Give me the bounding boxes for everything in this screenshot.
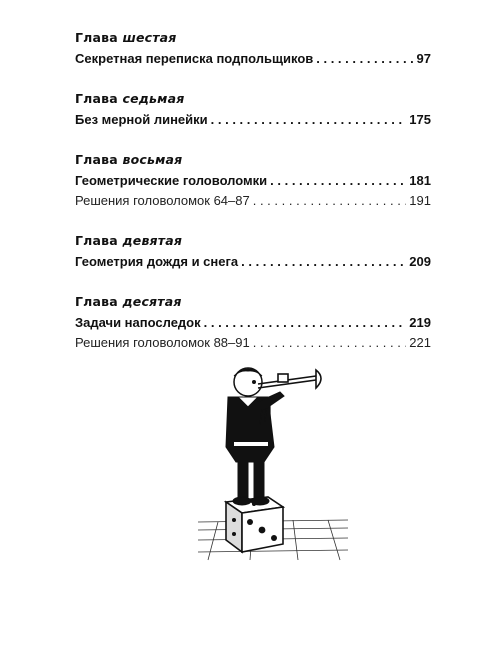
toc-entry[interactable] (75, 252, 431, 272)
entry-title: Решения головоломок 88–91 (75, 335, 250, 350)
toc-subentry[interactable] (75, 191, 431, 211)
chapter-10 (75, 294, 431, 353)
chapter-number: восьмая (122, 152, 183, 167)
dot-leader (316, 49, 413, 69)
dot-leader (253, 333, 407, 353)
chapter-7 (75, 91, 431, 130)
trumpet-shape (258, 370, 321, 388)
chapter-word: Глава (75, 152, 118, 167)
entry-title: Решения головоломок 64–87 (75, 193, 250, 208)
chapter-label (75, 30, 431, 45)
trumpeter-on-dice-illustration (198, 362, 348, 567)
chapter-number: шестая (122, 30, 177, 45)
dot-leader (253, 191, 407, 211)
chapter-number: десятая (122, 294, 182, 309)
toc-subentry[interactable] (75, 333, 431, 353)
dot-leader (241, 252, 406, 272)
boy-shape (226, 368, 284, 505)
toc-entry[interactable] (75, 110, 431, 130)
chapter-word: Глава (75, 91, 118, 106)
dot-leader (270, 171, 406, 191)
dice-shape (226, 497, 283, 552)
chapter-6 (75, 30, 431, 69)
chapter-9 (75, 233, 431, 272)
dot-leader (204, 313, 407, 333)
page-number: 221 (409, 335, 431, 350)
entry-title: Задачи напоследок (75, 315, 201, 330)
entry-title: Без мерной линейки (75, 112, 208, 127)
page-number: 219 (409, 315, 431, 330)
entry-title: Геометрические головоломки (75, 173, 268, 188)
page-number: 209 (409, 254, 431, 269)
chapter-label (75, 91, 431, 106)
chapter-number: девятая (122, 233, 183, 248)
toc-entry[interactable] (75, 49, 431, 69)
dot-leader (211, 110, 407, 130)
table-of-contents (75, 30, 431, 375)
chapter-word: Глава (75, 233, 118, 248)
chapter-word: Глава (75, 30, 118, 45)
page-number: 181 (409, 173, 431, 188)
chapter-word: Глава (75, 294, 118, 309)
chapter-label (75, 233, 431, 248)
page-number: 175 (409, 112, 431, 127)
chapter-label (75, 294, 431, 309)
toc-entry[interactable] (75, 313, 431, 333)
chapter-8 (75, 152, 431, 211)
chapter-number: седьмая (122, 91, 185, 106)
chapter-label (75, 152, 431, 167)
page-number: 191 (409, 193, 431, 208)
entry-title: Геометрия дождя и снега (75, 254, 239, 269)
entry-title: Секретная переписка подпольщиков (75, 51, 314, 66)
toc-entry[interactable] (75, 171, 431, 191)
page-number: 97 (416, 51, 431, 66)
